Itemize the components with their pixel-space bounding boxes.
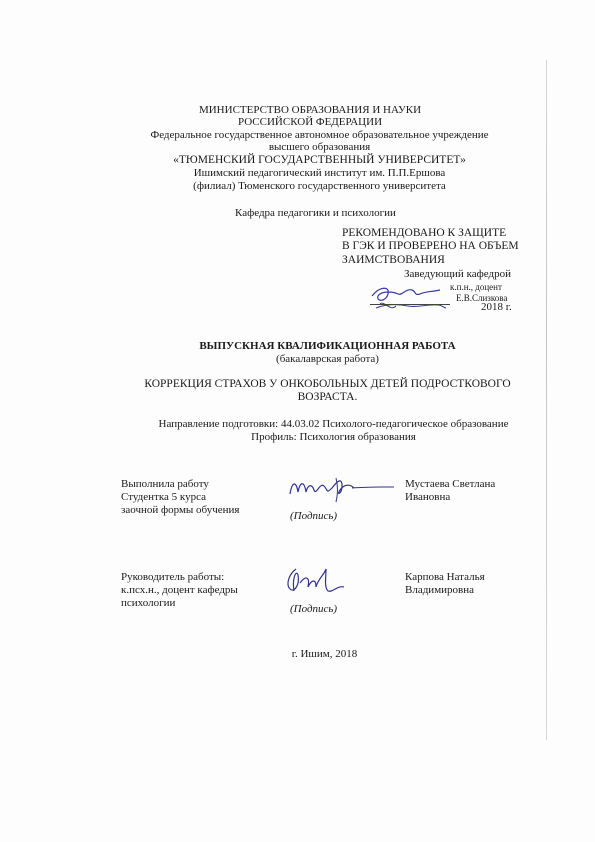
head-degree: к.п.н., доцент — [450, 282, 502, 292]
student-role-line-2: Студентка 5 курса — [121, 491, 206, 503]
head-name: Е.В.Слизкова — [456, 293, 508, 303]
student-signature-caption: (Подпись) — [290, 510, 338, 522]
topic-line-1: КОРРЕКЦИЯ СТРАХОВ У ОНКОБОЛЬНЫХ ДЕТЕЙ ПОДРОСТКОВОГО — [144, 378, 511, 390]
work-subtype: (бакалаврская работа) — [276, 353, 379, 365]
supervisor-role-line-2: к.псх.н., доцент кафедры — [121, 584, 238, 596]
ministry-line-2: РОССИЙСКОЙ ФЕДЕРАЦИИ — [237, 116, 383, 128]
supervisor-name-line-1: Карпова Наталья — [405, 571, 485, 583]
department-name: Кафедра педагогики и психологии — [235, 207, 396, 219]
approval-line-2: В ГЭК И ПРОВЕРЕНО НА ОБЪЕМ — [342, 240, 519, 252]
study-profile: Профиль: Психология образования — [251, 431, 416, 443]
study-direction: Направление подготовки: 44.03.02 Психолого-педагогическое образование — [158, 418, 509, 430]
approval-date: 2018 г. — [481, 301, 512, 313]
topic-line-2: ВОЗРАСТА. — [297, 391, 358, 403]
supervisor-role-line-1: Руководитель работы: — [121, 571, 225, 583]
approval-line-3: ЗАИМСТВОВАНИЯ — [342, 254, 445, 266]
supervisor-name-line-2: Владимировна — [405, 584, 475, 596]
head-signature — [368, 278, 448, 318]
date-underline — [370, 304, 450, 305]
student-role-line-3: заочной формы обучения — [121, 504, 240, 516]
institution-line-1: Федеральное государственное автономное образовательное учреждение — [150, 129, 489, 141]
city-year: г. Ишим, 2018 — [291, 648, 358, 660]
institution-line-2: высшего образования — [268, 141, 371, 153]
ministry-line-1: МИНИСТЕРСТВО ОБРАЗОВАНИЯ И НАУКИ — [198, 104, 422, 116]
approval-line-1: РЕКОМЕНДОВАНО К ЗАЩИТЕ — [342, 227, 507, 239]
branch-line-2: (филиал) Тюменского государственного университета — [193, 180, 446, 192]
supervisor-signature — [282, 565, 352, 597]
supervisor-signature-caption: (Подпись) — [290, 603, 338, 615]
head-of-department-title: Заведующий кафедрой — [404, 268, 511, 280]
student-role-line-1: Выполнила работу — [121, 478, 209, 490]
university-name: «ТЮМЕНСКИЙ ГОСУДАРСТВЕННЫЙ УНИВЕРСИТЕТ» — [173, 154, 466, 166]
student-name-line-2: Ивановна — [405, 491, 451, 503]
student-signature — [286, 472, 396, 506]
work-type: ВЫПУСКНАЯ КВАЛИФИКАЦИОННАЯ РАБОТА — [199, 340, 456, 352]
branch-line-1: Ишимский педагогический институт им. П.П.Ершова — [193, 167, 446, 179]
student-name-line-1: Мустаева Светлана — [405, 478, 496, 490]
supervisor-role-line-3: психологии — [121, 597, 176, 609]
